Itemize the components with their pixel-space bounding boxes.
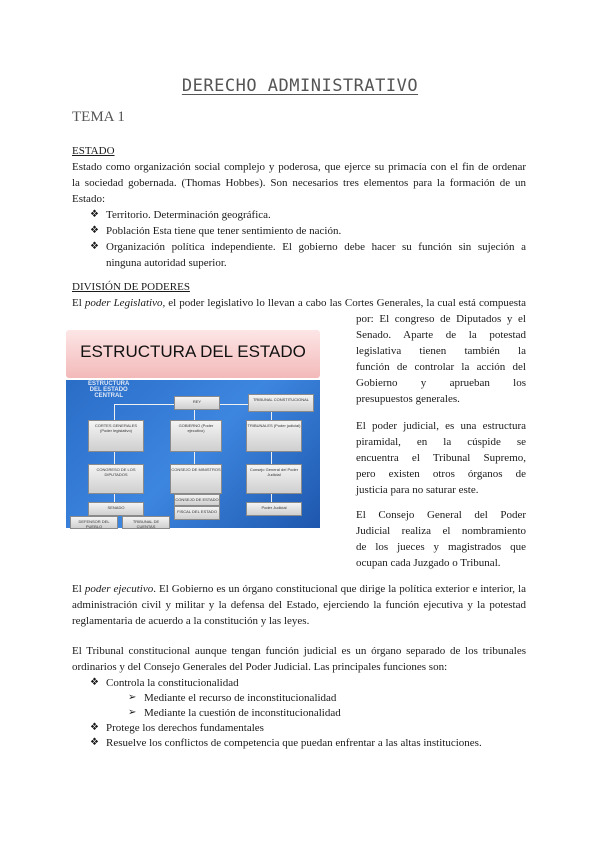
consejo-ministros-box: CONSEJO DE MINISTROS xyxy=(170,464,222,494)
estado-line-2: la sociedad gobernada. (Thomas Hobbes). Son necesarios tres elementos para la formación de un xyxy=(72,177,526,189)
congreso-box: CONGRESO DE LOS DIPUTADOS xyxy=(88,464,144,494)
tribunales-box: TRIBUNALES (Poder judicial) xyxy=(246,420,302,452)
cortes-generales-box: CORTES GENERALES (Poder legislativo) xyxy=(88,420,144,452)
arrowhead-bullet-icon: ➢ xyxy=(128,692,137,703)
right-column-judicial: El poder judicial, es una estructura piramidal, en la cúspide se encuentra el Tribunal Supremo, pero existen otros órganos de justicia para no saturar este. xyxy=(356,420,526,496)
tribunal-constitucional-box: TRIBUNAL CONSTITUCIONAL xyxy=(248,394,314,412)
poder-judicial-box: Poder Judicial xyxy=(246,502,302,516)
estado-heading: ESTADO xyxy=(72,145,115,157)
division-heading: DIVISIÓN DE PODERES xyxy=(72,281,190,293)
tribunal-sub-bullet-1: ➢ Mediante el recurso de inconstitucionalidad xyxy=(128,692,337,704)
tribunal-bullet-2: ❖ Protege los derechos fundamentales xyxy=(90,722,264,734)
ejecutivo-line-1: El poder ejecutivo. El Gobierno es un órgano constitucional que dirige la política exterior e interior, la xyxy=(72,583,526,595)
tribunal-bullet-3: ❖ Resuelve los conflictos de competencia que puedan enfrentar a las altas instituciones. xyxy=(90,737,482,749)
estado-bullet-3: ❖ Organización política independiente. El gobierno debe hacer su función sin sujeción a ninguna autoridad superior. xyxy=(90,241,526,269)
defensor-box: DEFENSOR DEL PUEBLO xyxy=(70,516,118,529)
estructura-estado-figure xyxy=(66,330,320,528)
document-title: DERECHO ADMINISTRATIVO xyxy=(181,76,419,96)
fiscal-box: FISCAL DEL ESTADO xyxy=(174,506,220,520)
ejecutivo-line-3: reglamentaria de acuerdo a la constitución y las leyes. xyxy=(72,615,310,627)
estado-line-3: Estado: xyxy=(72,193,105,205)
diamond-bullet-icon: ❖ xyxy=(90,737,99,748)
figure-banner: ESTRUCTURA DEL ESTADO xyxy=(66,330,320,378)
diamond-bullet-icon: ❖ xyxy=(90,209,99,220)
diamond-bullet-icon: ❖ xyxy=(90,722,99,733)
estado-line-1: Estado como organización social complejo y poderosa, que ejerce su primacía con el fin de ordenar xyxy=(72,161,526,173)
tribunal-cuentas-box: TRIBUNAL DE CUENTAS xyxy=(122,516,170,529)
tribunal-bullet-1: ❖ Controla la constitucionalidad xyxy=(90,677,239,689)
tribunal-line-1: El Tribunal constitucional aunque tengan función judicial es un órgano separado de los tribunales xyxy=(72,645,526,657)
consejo-estado-box: CONSEJO DE ESTADO xyxy=(174,494,220,506)
estado-bullet-2: ❖ Población Esta tiene que tener sentimiento de nación. xyxy=(90,225,342,237)
diamond-bullet-icon: ❖ xyxy=(90,677,99,688)
right-column-consejo: El Consejo General del Poder Judicial realiza el nombramiento de los jueces y magistrados que ocupan cada Juzgado o Tribunal. xyxy=(356,509,526,569)
tribunal-sub-bullet-2: ➢ Mediante la cuestión de inconstitucionalidad xyxy=(128,707,341,719)
senado-box: SENADO xyxy=(88,502,144,516)
diamond-bullet-icon: ❖ xyxy=(90,241,99,252)
consejo-general-box: Consejo General del Poder Judicial xyxy=(246,464,302,494)
section-number: TEMA 1 xyxy=(72,109,125,125)
arrowhead-bullet-icon: ➢ xyxy=(128,707,137,718)
org-chart-heading: ESTRUCTURA DEL ESTADO CENTRAL xyxy=(88,381,130,399)
org-chart xyxy=(66,380,320,528)
tribunal-line-2: ordinarios y del Consejo Generales del Poder Judicial. Las principales funciones son: xyxy=(72,661,448,673)
legislativo-intro-line: El poder Legislativo, el poder legislativo lo llevan a cabo las Cortes Generales, la cual está compuesta xyxy=(72,297,527,309)
right-column-legislativo: por: El congreso de Diputados y el Senado. Aparte de la potestad legislativa tienen también la función de controlar la acción del Gobierno y aprueban los presupuestos generales. xyxy=(356,313,526,405)
gobierno-box: GOBIERNO (Poder ejecutivo) xyxy=(170,420,222,452)
diamond-bullet-icon: ❖ xyxy=(90,225,99,236)
ejecutivo-line-2: administración civil y militar y la defensa del Estado, ejerciendo la función ejecutiva y la potestad xyxy=(72,599,526,611)
rey-box: REY xyxy=(174,396,220,410)
estado-bullet-1: ❖ Territorio. Determinación geográfica. xyxy=(90,209,271,221)
